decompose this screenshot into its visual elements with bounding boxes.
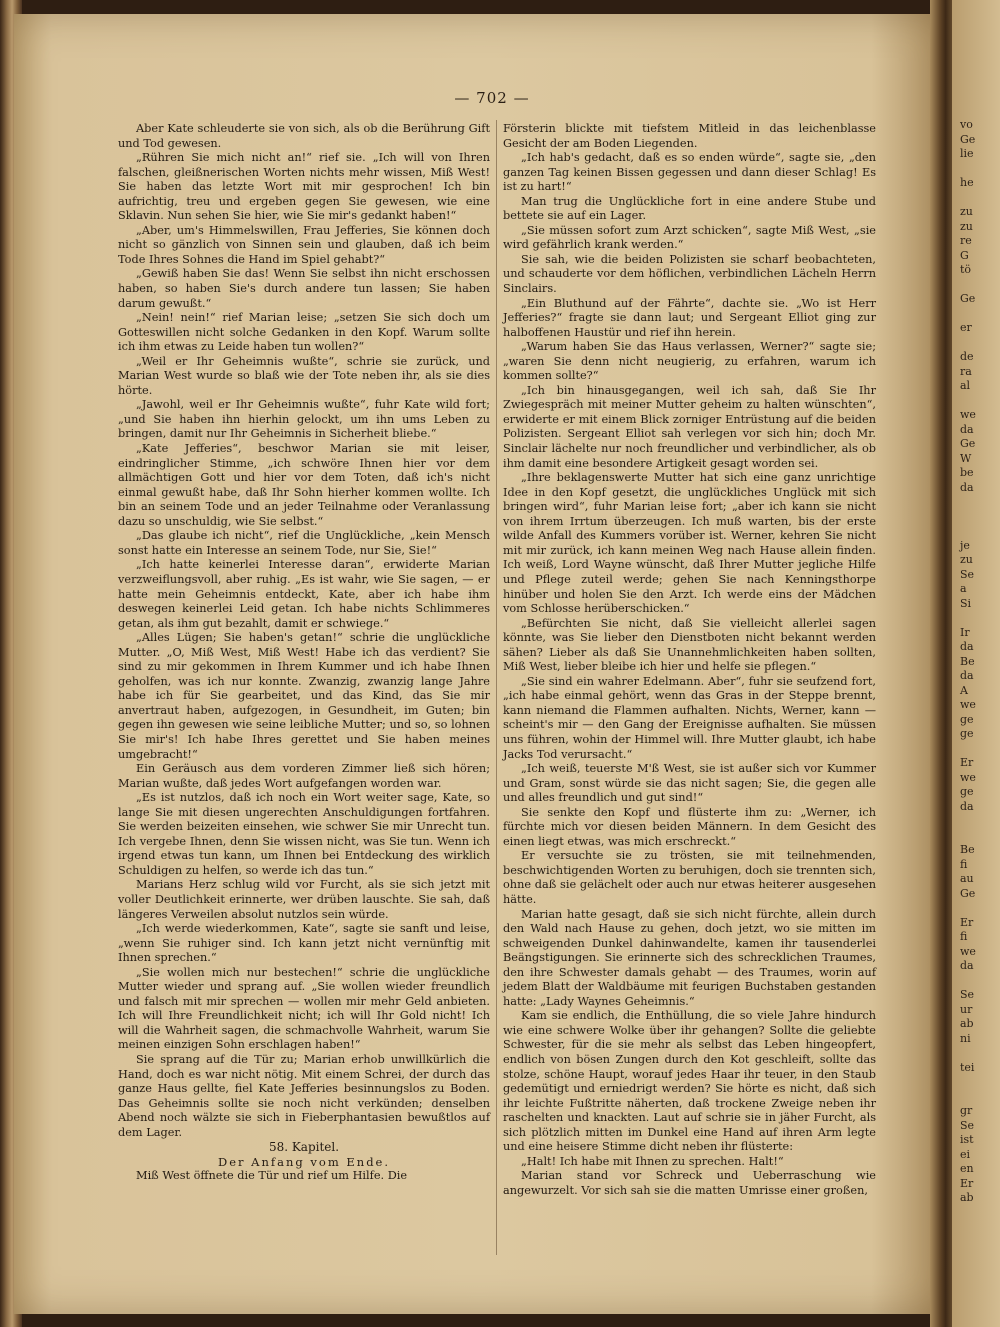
paragraph: Försterin blickte mit tiefstem Mitleid in das leichenblasse Gesicht der am Boden Liegenden. [503,122,876,150]
paragraph: „Sie müssen sofort zum Arzt schicken“, sagte Miß West, „sie wird gefährlich krank werden.“ [503,223,876,252]
next-page-fragment [960,336,1000,351]
next-page-fragment: de [960,350,974,363]
chapter-heading: 58. Kapitel. [268,1140,340,1155]
next-page-fragment [960,611,1000,626]
next-page-fragment [960,524,1000,539]
left-column [118,122,490,1184]
next-page-fragment: we [960,770,976,784]
next-page-fragment [960,814,1000,829]
next-page-fragment: tö [960,263,972,276]
paragraph: Marian hatte gesagt, daß sie sich nicht fürchte, allein durch den Wald nach Hause zu gehen, doch jetzt, wo sie mitten im schweigenden Dunkel dahinwandelte, kamen ihr tausenderlei Beängstigungen. Sie erinnerte sich des schrecklichen Traumes, den ihre Schwester damals gehabt — des Traumes, worin auf jedem Blatt der Waldbäume mit feurigen Buchstaben gestanden hatte: „Lady Waynes Geheimnis.“ [503,907,876,1008]
paragraph: Sie sah, wie die beiden Polizisten sie scharf beobachteten, und schauderte vor dem höflichen, verbindlichen Lächeln Herrn Sinclairs. [503,252,876,296]
next-page-fragment: gr [960,1104,973,1117]
next-page-fragment: zu [960,219,973,233]
paragraph: „Befürchten Sie nicht, daß Sie vielleicht allerlei sagen könnte, was Sie lieber den Dienstboten nicht bekannt werden sähen? Lieber als daß Sie Unannehmlichkeiten haben sollten, Miß West, lieber bleibe ich hier und helfe sie pflegen.“ [503,616,876,674]
next-page-fragment: A [960,683,968,697]
page-number: — 702 — [454,89,530,107]
next-page-fragment [960,1046,1000,1061]
next-page-fragment [960,278,1000,293]
column-divider [496,120,497,1255]
paragraph: „Es ist nutzlos, daß ich noch ein Wort weiter sage, Kate, so lange Sie mit diesen ungerechten Anschuldigungen fortfahren. Sie werden beizeiten einsehen, wie schwer Sie mir Unrecht tun. Ich vergebe Ihnen, denn Sie wissen nicht, was Sie tun. Wenn ich irgend etwas tun kann, um Ihnen bei Entdeckung des wirklich Schuldigen zu helfen, so werde ich das tun.“ [118,791,490,877]
next-page-fragment: ge [960,712,974,726]
next-page-fragment [960,1075,1000,1090]
next-page-fragment: vo [960,118,973,131]
next-page-fragment: da [960,799,974,813]
paragraph: Sie sprang auf die Tür zu; Marian erhob unwillkürlich die Hand, doch es war nicht nötig. Mit einem Schrei, der durch das ganze Haus gellte, fiel Kate Jefferies besinnungslos zu Boden. Das Geheimnis sollte sie noch nicht verkünden; denselben Abend noch wälzte sie sich in Fieberphantasien bewußtlos auf dem Lager. [118,1053,490,1139]
next-page-fragment [960,495,1000,510]
paragraph: Er versuchte sie zu trösten, sie mit teilnehmenden, beschwichtigenden Worten zu beruhigen, doch sie trennten sich, ohne daß sie gelächelt oder auch nur etwas heiterer ausgesehen hätte. [503,849,876,906]
next-page-fragment: en [960,1162,974,1175]
next-page-fragment: G [960,248,969,262]
next-page-fragment [960,974,1000,989]
next-page-fragment: da [960,640,974,653]
next-page-fragment [960,510,1000,525]
next-page-fragment: zu [960,205,973,218]
next-page-fragment: ab [960,1191,974,1204]
next-page-fragment: Se [960,567,975,581]
paragraph: Aber Kate schleuderte sie von sich, als ob die Berührung Gift und Tod gewesen. [118,122,490,150]
paragraph: Marians Herz schlug wild vor Furcht, als sie sich jetzt mit voller Deutlichkeit erinnerte, wer drüben lauschte. Sie sah, daß längeres Verweilen absolut nutzlos sein würde. [118,878,490,921]
next-page-fragment: we [960,698,976,711]
paragraph: Man trug die Unglückliche fort in eine andere Stube und bettete sie auf ein Lager. [503,194,876,223]
next-page-fragment: lie [960,147,974,160]
paragraph: „Jawohl, weil er Ihr Geheimnis wußte“, fuhr Kate wild fort; „und Sie haben ihn hierhin gelockt, um ihn ums Leben zu bringen, damit nur Ihr Geheimnis in Sicherheit bliebe.“ [118,398,490,441]
next-page-fragment: Ir [960,625,970,639]
next-page-fragment: da [960,480,974,494]
next-page-fragment: da [960,669,974,682]
paragraph: „Ich hatte keinerlei Interesse daran“, erwiderte Marian verzweiflungsvoll, aber ruhig. „Es ist wahr, wie Sie sagen, — er hatte mein Geheimnis entdeckt, Kate, aber ich habe ihm deswegen keinerlei Leid getan. Ich habe nichts Schlimmeres getan, als ihm gut bezahlt, damit er schwiege.“ [118,558,490,630]
paragraph: Marian stand vor Schreck und Ueberraschung wie angewurzelt. Vor sich sah sie die matten Umrisse einer großen, [503,1169,876,1197]
paragraph: „Ich hab's gedacht, daß es so enden würde“, sagte sie, „den ganzen Tag keinen Bissen gegessen und dann dieser Schlag! Es ist zu hart!“ [503,151,876,194]
chapter-first-line: Miß West öffnete die Tür und rief um Hilfe. Die [136,1169,408,1183]
paragraph: „Sie wollen mich nur bestechen!“ schrie die unglückliche Mutter wieder und sprang auf. „Sie wollen wieder freundlich und falsch mit mir sprechen — wollen mir mehr Geld anbieten. Ich will Ihre Freundlichkeit nicht; ich will Ihr Gold nicht! Ich will die Wahrheit sagen, die schmachvolle Wahrheit, warum Sie meinen einzigen Sohn erschlagen haben!“ [118,965,490,1052]
next-page-fragment: a [960,582,967,595]
paragraph: „Ein Bluthund auf der Fährte“, dachte sie. „Wo ist Herr Jefferies?“ fragte sie dann laut; und Sergeant Elliot ging zur halboffenen Haustür und rief ihn herein. [503,296,876,339]
paragraph: „Warum haben Sie das Haus verlassen, Werner?“ sagte sie; „waren Sie denn nicht neugierig, zu erfahren, warum ich kommen sollte?“ [503,340,876,383]
next-page-fragment: Er [960,756,974,769]
paragraph: Kam sie endlich, die Enthüllung, die so viele Jahre hindurch wie eine schwere Wolke über ihr gehangen? Sollte die geliebte Schwester, für die sie mehr als selbst das Leben hingeopfert, endlich von bösen Zungen durch den Kot geschleift, sollte das stolze, schöne Haupt, worauf jedes Haar ihr teuer, in den Staub gedemütigt und erniedrigt werden? Sie hörte es nicht, daß sich ihr leichte Fußtritte näherten, daß trockene Zweige neben ihr raschelten und knackten. Laut auf schrie sie in jäher Furcht, als sich plötzlich mitten im Dunkel eine Hand auf ihren Arm legte und eine heisere Stimme dicht neben ihr flüsterte: [503,1009,876,1154]
next-page-fragment: be [960,466,974,479]
next-page-fragment: ge [960,727,974,740]
next-page-fragment: Ge [960,886,976,900]
paragraph: „Rühren Sie mich nicht an!“ rief sie. „Ich will von Ihren falschen, gleißnerischen Worten nichts mehr wissen, Miß West! Sie haben das letzte Wort mit mir gesprochen! Ich bin aufrichtig, treu und ergeben gegen Sie gewesen, wie eine Sklavin. Nun sehen Sie hier, wie Sie mir's gedankt haben!“ [118,151,490,223]
next-page-fragment: ra [960,364,972,378]
next-page-fragment [960,394,1000,409]
paragraph: „Gewiß haben Sie das! Wenn Sie selbst ihn nicht erschossen haben, so haben Sie's durch andere tun lassen; Sie haben darum gewußt.“ [118,267,490,310]
paragraph: „Halt! Ich habe mit Ihnen zu sprechen. Halt!“ [521,1154,784,1168]
next-page-fragment: ur [960,1002,973,1016]
next-page-fragment: tei [960,1060,975,1074]
next-page-fragment: al [960,379,971,392]
paragraph: „Ich werde wiederkommen, Kate“, sagte sie sanft und leise, „wenn Sie ruhiger sind. Ich kann jetzt nicht vernünftig mit Ihnen sprechen.“ [118,922,490,965]
paragraph: „Ich weiß, teuerste M'ß West, sie ist außer sich vor Kummer und Gram, sonst würde sie das nicht sagen; Sie, die gegen alle und alles freundlich und gut sind!“ [503,762,876,805]
next-page-fragment [960,829,1000,844]
next-page-fragment: ei [960,1147,971,1161]
next-page-fragment: he [960,176,974,189]
paragraph: Sie senkte den Kopf und flüsterte ihm zu: „Werner, ich fürchte mich vor diesen beiden Männern. In dem Gesicht des einen liegt etwas, was mich erschreckt.“ [503,805,876,848]
next-page-fragment [960,742,1000,757]
chapter-subtitle: Der Anfang vom Ende. [217,1154,391,1169]
next-page-fragment: Er [960,1176,974,1190]
next-page-fragment: Se [960,1118,975,1132]
next-page-fragment: ist [960,1133,974,1146]
next-page-fragment: re [960,234,972,247]
next-page-fragment: je [960,538,970,552]
paragraph: „Ich bin hinausgegangen, weil ich sah, daß Sie Ihr Zwiegespräch mit meiner Mutter geheim zu halten wünschten“, erwiderte er mit einem Blick zorniger Entrüstung auf die beiden Polizisten. Sergeant Elliot sah verlegen vor sich hin; doch Mr. Sinclair lächelte nur noch freundlicher und verbindlicher, als ob ihm damit eine besondere Artigkeit gesagt worden sei. [503,383,876,470]
next-page-edge [952,0,1000,1327]
next-page-fragment: ge [960,785,974,798]
paragraph: Ein Geräusch aus dem vorderen Zimmer ließ sich hören; Marian wußte, daß jedes Wort aufgefangen worden war. [118,762,490,790]
next-page-fragment [960,162,1000,177]
next-page-fragment: au [960,872,974,885]
paragraph: „Weil er Ihr Geheimnis wußte“, schrie sie zurück, und Marian West wurde so blaß wie der Tote neben ihr, als sie dies hörte. [118,354,490,397]
next-page-fragment: Se [960,988,975,1001]
next-page-fragments [952,118,1000,1206]
paragraph: „Alles Lügen; Sie haben's getan!“ schrie die unglückliche Mutter. „O, Miß West, Miß West! Habe ich das verdient? Sie sind zu mir gekommen in Ihrem Kummer und ich habe Ihnen geholfen, was ich nur konnte. Zwanzig, zwanzig lange Jahre habe ich für Sie gearbeitet, und das Kind, das Sie mir anvertraut haben, aufgezogen, in Gesundheit, im Guten; bin gegen ihn gewesen wie seine leibliche Mutter; und so, so lohnen Sie mir's! Ich habe Ihres gerettet und Sie haben meines umgebracht!“ [118,631,490,761]
next-page-fragment: Er [960,915,974,929]
next-page-fragment: da [960,959,974,972]
next-page-fragment: er [960,321,972,334]
next-page-fragment: we [960,944,976,958]
paragraph: „Ihre beklagenswerte Mutter hat sich eine ganz unrichtige Idee in den Kopf gesetzt, die unglückliches Unglück mit sich bringen wird“, fuhr Marian leise fort; „aber ich kann sie nicht von ihrem Irrtum überzeugen. Ich muß warten, bis der erste wilde Anfall des Kummers vorüber ist. Werner, kehren Sie nicht mit mir zurück, ich kann meinen Weg nach Hause allein finden. Ich weiß, Lord Wayne wünscht, daß Ihrer Mutter jegliche Hilfe und Pflege zuteil werde; gehen Sie nach Kenningsthorpe hinüber und holen Sie den Arzt. Ich werde eins der Mädchen vom Schlosse herüberschicken.“ [503,471,876,616]
next-page-fragment: ab [960,1017,974,1030]
paragraph: „Kate Jefferies“, beschwor Marian sie mit leiser, eindringlicher Stimme, „ich schwöre Ihnen hier vor dem allmächtigen Gott und hier vor dem Toten, daß ich's nicht einmal gewußt habe, daß Ihr Sohn hierher kommen wollte. Ich bin an seinem Tode und an jeder Teilnahme oder Veranlassung dazu so unschuldig, wie Sie selbst.“ [118,442,490,528]
next-page-fragment [960,901,1000,916]
right-column [503,122,876,1198]
next-page-fragment: Ge [960,437,976,450]
next-page-fragment: Be [960,843,975,856]
paragraph: „Sie sind ein wahrer Edelmann. Aber“, fuhr sie seufzend fort, „ich habe einmal gehört, wenn das Gras in der Steppe brennt, kann niemand die Flammen aufhalten. Nichts, Werner, kann — scheint's mir — den Gang der Ereignisse aufhalten. Sie müssen uns führen, wohin der Himmel will. Ihre Mutter glaubt, ich habe Jacks Tod verursacht.“ [503,674,876,761]
next-page-fragment [960,191,1000,206]
next-page-fragment: ni [960,1031,971,1045]
next-page-fragment [960,307,1000,322]
next-page-fragment: zu [960,553,973,566]
next-page-fragment [960,1090,1000,1105]
next-page-fragment: Be [960,654,975,668]
next-page-fragment: Ge [960,132,976,146]
next-page-fragment: Ge [960,292,976,305]
next-page-fragment: da [960,422,974,436]
paragraph: „Das glaube ich nicht“, rief die Unglückliche, „kein Mensch sonst hatte ein Interesse an seinem Tode, nur Sie, Sie!“ [118,529,490,557]
next-page-fragment: W [960,451,972,465]
next-page-fragment: Si [960,596,972,610]
next-page-fragment: we [960,408,976,421]
next-page-fragment: fi [960,857,968,871]
paragraph: „Aber, um's Himmelswillen, Frau Jefferies, Sie können doch nicht so gänzlich von Sinnen sein und glauben, daß ich beim Tode Ihres Sohnes die Hand im Spiel gehabt?“ [118,223,490,266]
next-page-fragment: fi [960,930,968,943]
paragraph: „Nein! nein!“ rief Marian leise; „setzen Sie sich doch um Gotteswillen nicht solche Gedanken in den Kopf. Warum sollte ich ihm etwas zu Leide haben tun wollen?“ [118,311,490,354]
